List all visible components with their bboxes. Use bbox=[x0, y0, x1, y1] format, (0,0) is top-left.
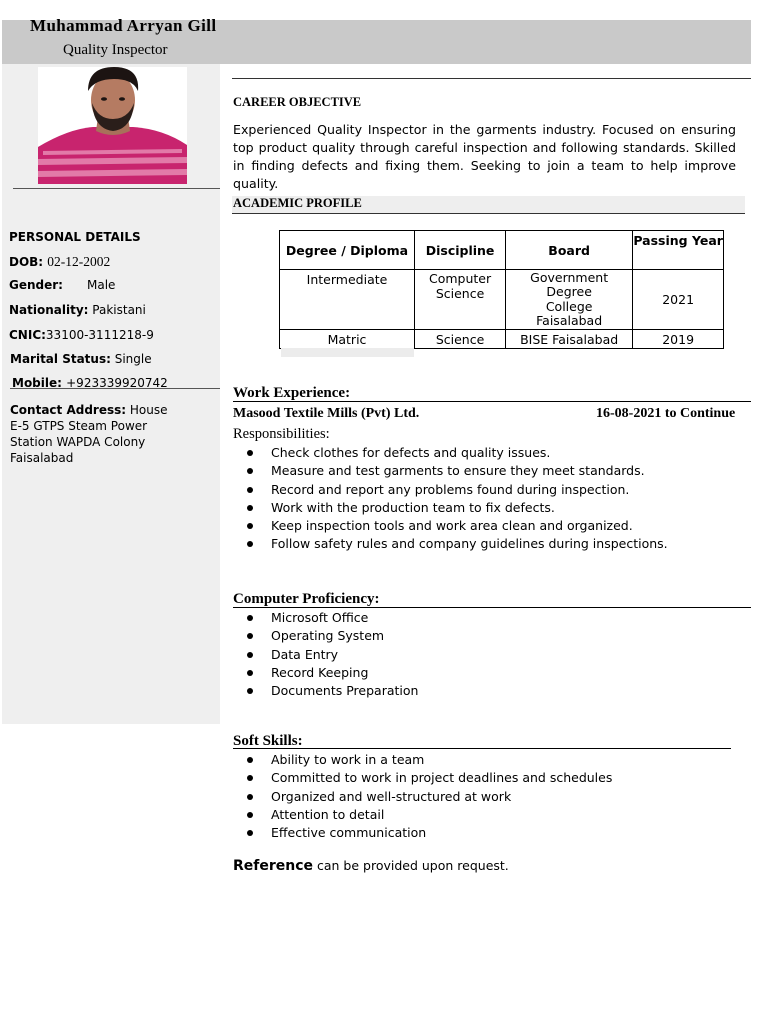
academic-profile-heading: ACADEMIC PROFILE bbox=[233, 196, 362, 210]
bullet-icon bbox=[247, 757, 253, 763]
computer-proficiency-heading: Computer Proficiency: bbox=[233, 591, 380, 607]
responsibilities-list bbox=[233, 444, 668, 554]
bullet-icon bbox=[247, 688, 253, 694]
soft-skills-heading: Soft Skills: bbox=[233, 733, 303, 749]
list-item-text: Follow safety rules and company guidelines during inspections. bbox=[271, 536, 668, 552]
table-header-row bbox=[280, 231, 724, 270]
company-name: Masood Textile Mills (Pvt) Ltd. bbox=[233, 406, 420, 421]
employment-period: 16-08-2021 to Continue bbox=[596, 406, 736, 421]
bullet-icon bbox=[247, 812, 253, 818]
bullet-icon bbox=[247, 468, 253, 474]
table-cell: 2021 bbox=[633, 270, 724, 330]
list-item bbox=[233, 664, 418, 682]
list-item-text: Committed to work in project deadlines and schedules bbox=[271, 770, 613, 786]
list-item bbox=[233, 769, 612, 787]
list-item bbox=[233, 444, 668, 462]
column-header: Board bbox=[506, 231, 633, 270]
personal-details-heading: PERSONAL DETAILS bbox=[9, 230, 141, 244]
list-item-text: Work with the production team to fix defects. bbox=[271, 499, 555, 515]
cnic-value: 33100-3111218-9 bbox=[45, 328, 154, 342]
list-item bbox=[233, 788, 612, 806]
list-item-text: Check clothes for defects and quality issues. bbox=[271, 445, 551, 460]
column-header: Passing Year bbox=[633, 231, 724, 270]
list-item-text: Measure and test garments to ensure they meet standards. bbox=[271, 463, 645, 479]
mobile-divider bbox=[10, 388, 220, 389]
bullet-icon bbox=[247, 523, 253, 529]
list-item-text: Record Keeping bbox=[271, 664, 369, 680]
soft-skills-divider bbox=[233, 748, 731, 749]
list-item bbox=[233, 481, 668, 499]
dob-value: 02-12-2002 bbox=[47, 254, 111, 269]
bullet-icon bbox=[247, 670, 253, 676]
bullet-icon bbox=[247, 794, 253, 800]
photo-divider bbox=[13, 188, 220, 189]
dob-row bbox=[9, 254, 110, 270]
gender-label: Gender: bbox=[9, 278, 63, 292]
dob-label: DOB: bbox=[9, 255, 48, 269]
bullet-icon bbox=[247, 775, 253, 781]
list-item bbox=[233, 462, 668, 480]
nationality-label: Nationality: bbox=[9, 303, 89, 317]
bullet-icon bbox=[247, 450, 253, 456]
reference-line bbox=[233, 858, 509, 874]
reference-label: Reference bbox=[233, 858, 314, 874]
list-item-text: Organized and well-structured at work bbox=[271, 788, 512, 804]
header-band bbox=[2, 16, 751, 64]
academic-heading-band bbox=[232, 196, 745, 214]
table-cell: Science bbox=[415, 330, 506, 349]
profile-photo bbox=[38, 67, 187, 184]
table-cell: 2019 bbox=[633, 330, 724, 349]
address-label: Contact Address: bbox=[10, 403, 127, 417]
soft-skills-list bbox=[233, 751, 612, 842]
table-row bbox=[280, 330, 724, 349]
bullet-icon bbox=[247, 652, 253, 658]
address-row bbox=[10, 402, 180, 466]
computer-skills-list bbox=[233, 609, 418, 700]
table-shadow bbox=[281, 348, 414, 357]
table-cell: Matric bbox=[280, 330, 415, 349]
list-item bbox=[233, 682, 418, 700]
list-item-text: Effective communication bbox=[271, 825, 427, 841]
bullet-icon bbox=[247, 633, 253, 639]
table-cell: BISE Faisalabad bbox=[506, 330, 633, 349]
list-item bbox=[233, 499, 668, 517]
list-item bbox=[233, 646, 418, 664]
column-header: Degree / Diploma bbox=[280, 231, 415, 270]
list-item-text: Microsoft Office bbox=[271, 610, 369, 625]
list-item-text: Data Entry bbox=[271, 646, 339, 662]
marital-label: Marital Status: bbox=[10, 352, 111, 366]
list-item-text: Keep inspection tools and work area clean and organized. bbox=[271, 518, 633, 534]
work-experience-divider bbox=[233, 401, 751, 402]
list-item bbox=[233, 627, 418, 645]
gender-row bbox=[9, 278, 116, 292]
mobile-label: Mobile: bbox=[12, 376, 67, 390]
list-item-text: Attention to detail bbox=[271, 806, 385, 822]
table-cell: Government Degree College Faisalabad bbox=[506, 270, 633, 330]
column-header: Discipline bbox=[415, 231, 506, 270]
address-value: House E-5 GTPS Steam Power Station WAPDA Colony Faisalabad bbox=[10, 403, 168, 465]
list-item-text: Record and report any problems found during inspection. bbox=[271, 481, 630, 497]
list-item bbox=[233, 824, 612, 842]
cnic-label: CNIC: bbox=[9, 328, 46, 342]
candidate-name: Muhammad Arryan Gill bbox=[30, 16, 217, 35]
list-item bbox=[233, 806, 612, 824]
sidebar bbox=[2, 64, 220, 724]
bullet-icon bbox=[247, 830, 253, 836]
marital-value: Single bbox=[110, 352, 152, 366]
nationality-row bbox=[9, 303, 146, 317]
bullet-icon bbox=[247, 487, 253, 493]
list-item-text: Ability to work in a team bbox=[271, 752, 425, 767]
gender-value: Male bbox=[87, 278, 116, 292]
computer-proficiency-divider bbox=[233, 607, 751, 608]
list-item bbox=[233, 609, 418, 627]
academic-table bbox=[279, 230, 724, 349]
work-experience-heading: Work Experience: bbox=[233, 385, 351, 401]
bullet-icon bbox=[247, 615, 253, 621]
nationality-value: Pakistani bbox=[88, 303, 146, 317]
list-item-text: Operating System bbox=[271, 628, 385, 644]
job-title: Quality Inspector bbox=[63, 42, 168, 58]
list-item bbox=[233, 517, 668, 535]
table-cell: Intermediate bbox=[280, 270, 415, 330]
list-item bbox=[233, 535, 668, 553]
career-objective-heading: CAREER OBJECTIVE bbox=[233, 95, 362, 109]
table-cell: Computer Science bbox=[415, 270, 506, 330]
table-row bbox=[280, 270, 724, 330]
list-item bbox=[233, 751, 612, 769]
marital-row bbox=[10, 352, 152, 366]
bullet-icon bbox=[247, 541, 253, 547]
reference-text: can be provided upon request. bbox=[313, 858, 509, 873]
top-divider bbox=[232, 78, 751, 79]
mobile-value: +923339920742 bbox=[66, 376, 168, 390]
responsibilities-label: Responsibilities: bbox=[233, 426, 330, 442]
list-item-text: Documents Preparation bbox=[271, 683, 419, 699]
career-objective-text: Experienced Quality Inspector in the garments industry. Focused on ensuring top product quality through careful inspection and following standards. Skilled in finding defects and fixing them. Seeking to join a team to help improve quality. bbox=[233, 122, 736, 191]
cnic-row bbox=[9, 328, 154, 342]
bullet-icon bbox=[247, 505, 253, 511]
